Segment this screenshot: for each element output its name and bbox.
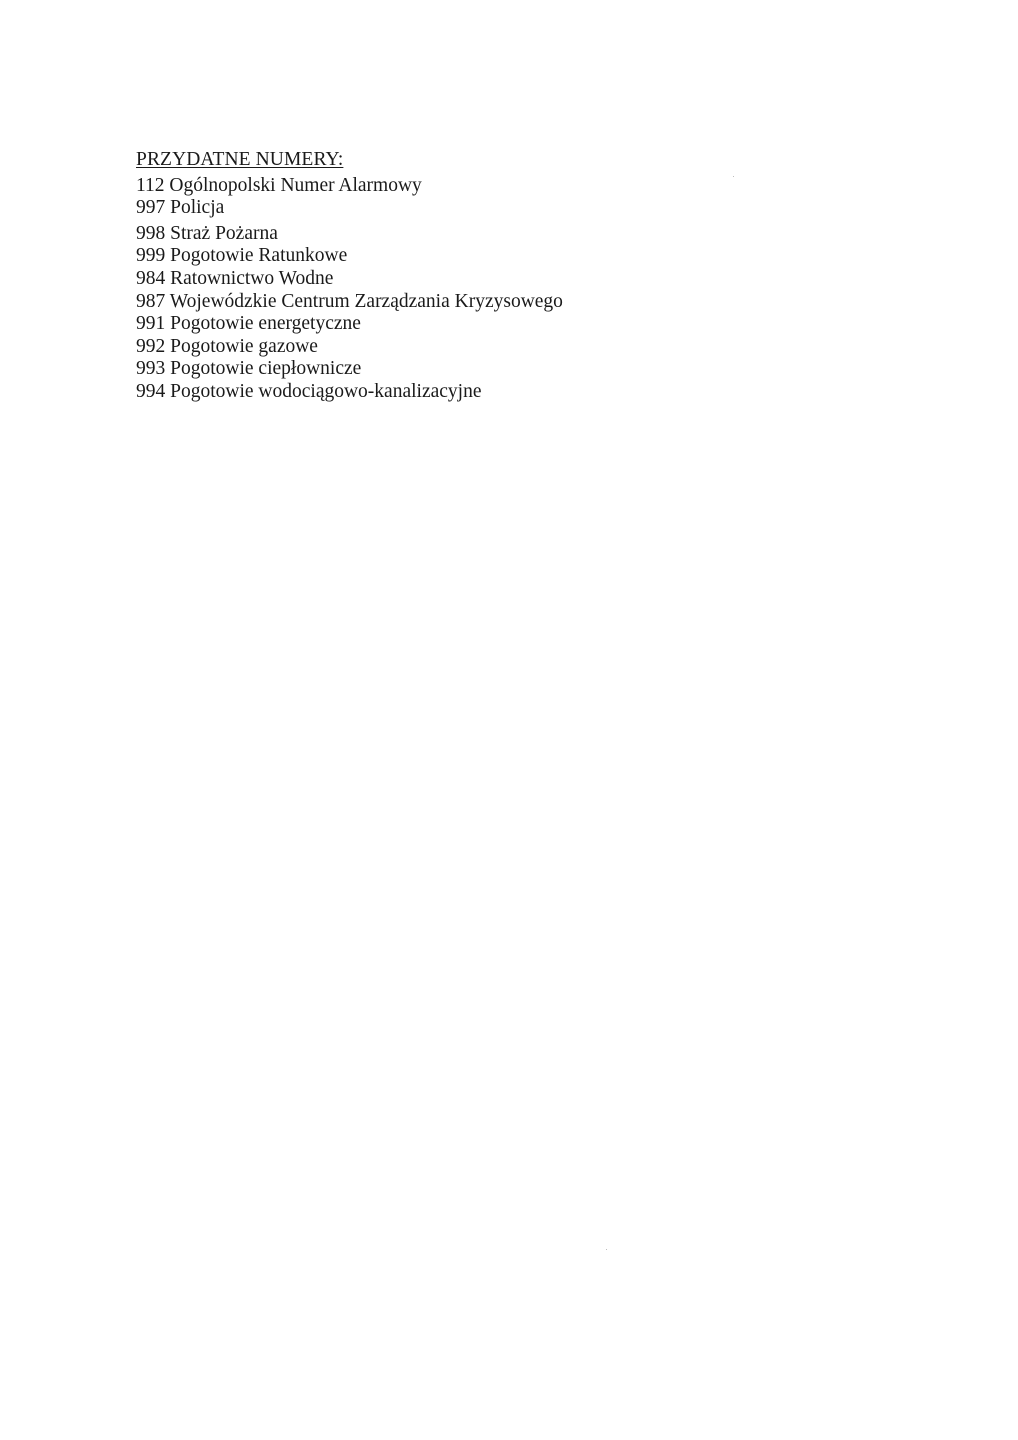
numbers-list	[136, 175, 756, 404]
phone-number: 987	[136, 290, 166, 312]
phone-number: 991	[136, 313, 166, 335]
phone-number: 993	[136, 358, 166, 380]
phone-number: 999	[136, 245, 166, 267]
service-name: Pogotowie wodociągowo-kanalizacyjne	[170, 380, 482, 402]
scan-speck	[606, 1249, 607, 1250]
scan-speck	[733, 176, 734, 177]
list-item	[136, 268, 756, 291]
phone-number: 992	[136, 335, 166, 357]
list-item	[136, 291, 756, 314]
phone-number: 984	[136, 267, 166, 289]
service-name: Policja	[170, 197, 225, 219]
list-item	[136, 175, 756, 198]
service-name: Ogólnopolski Numer Alarmowy	[169, 174, 422, 196]
list-item	[136, 313, 756, 336]
useful-numbers-section	[136, 149, 756, 404]
service-name: Pogotowie energetyczne	[170, 313, 361, 335]
list-item	[136, 381, 756, 404]
service-name: Straż Pożarna	[170, 222, 278, 244]
phone-number: 998	[136, 222, 166, 244]
service-name: Pogotowie gazowe	[170, 335, 318, 357]
list-item	[136, 197, 756, 220]
section-heading: PRZYDATNE NUMERY:	[136, 149, 344, 170]
service-name: Ratownictwo Wodne	[170, 267, 334, 289]
phone-number: 994	[136, 380, 166, 402]
list-item	[136, 223, 756, 246]
service-name: Pogotowie Ratunkowe	[170, 245, 348, 267]
service-name: Wojewódzkie Centrum Zarządzania Kryzysowego	[169, 290, 563, 312]
phone-number: 112	[136, 174, 165, 196]
list-item	[136, 336, 756, 359]
list-item	[136, 358, 756, 381]
phone-number: 997	[136, 197, 166, 219]
service-name: Pogotowie ciepłownicze	[170, 358, 362, 380]
list-item	[136, 245, 756, 268]
